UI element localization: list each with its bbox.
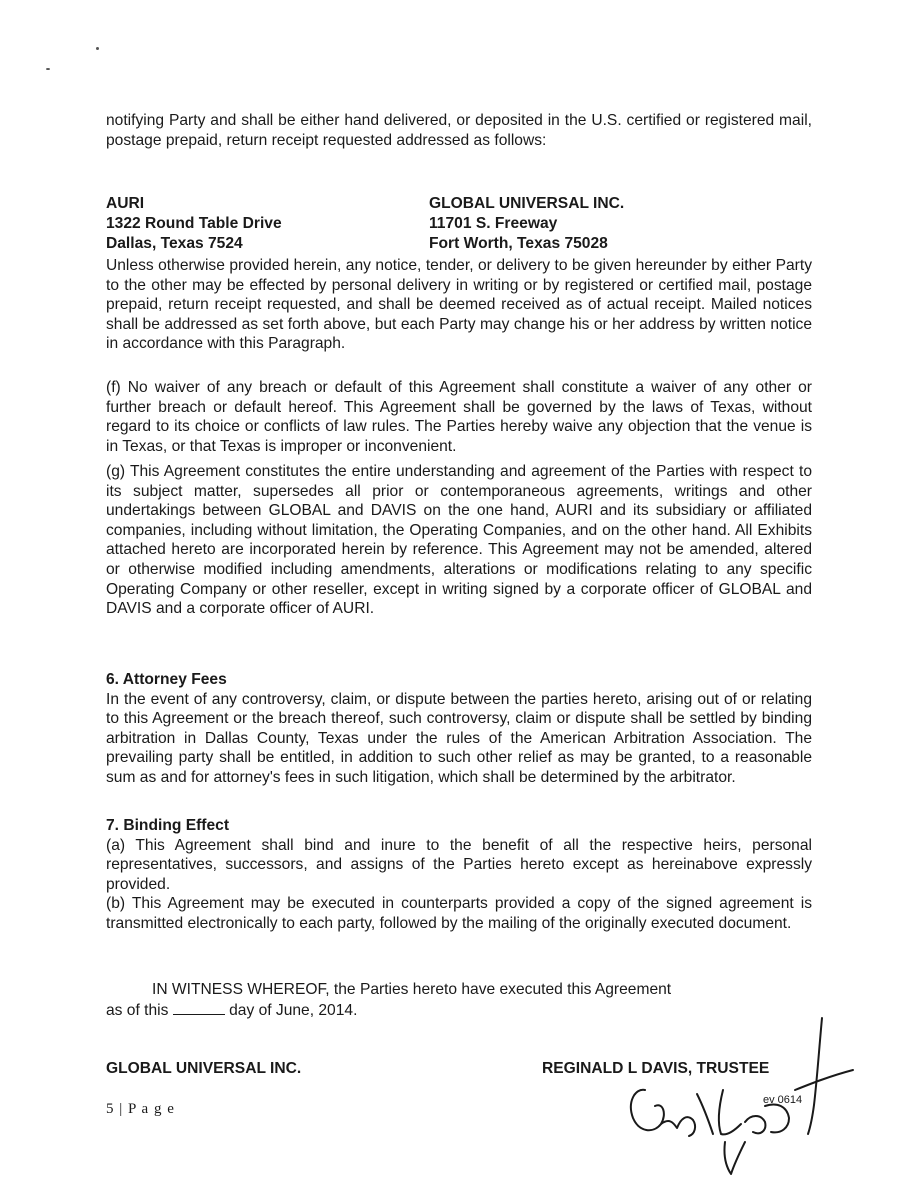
notice-paragraph: Unless otherwise provided herein, any notice, tender, or delivery to be given hereunder by either Party to the other may be effected by personal delivery in writing or by registered or certified mail, postage prepaid, return receipt requested, and shall be deemed received as of actual receipt. Mailed notices shall be addressed as set forth above, but each Party may change his or her address by written notice in accordance with this Paragraph. bbox=[106, 257, 812, 353]
revision-stamp: ev 0614 bbox=[763, 1094, 803, 1106]
address-left-city: Dallas, Texas 7524 bbox=[106, 235, 243, 252]
witness-line: IN WITNESS WHEREOF, the Parties hereto have executed this Agreement bbox=[152, 981, 672, 998]
day-blank bbox=[173, 1000, 225, 1015]
address-right-name: GLOBAL UNIVERSAL INC. bbox=[429, 195, 625, 212]
section-7-para-b: (b) This Agreement may be executed in counterparts provided a copy of the signed agreement is transmitted electronically to each party, followed by the mailing of the originally executed document. bbox=[106, 895, 812, 932]
address-right bbox=[429, 194, 624, 254]
handwritten-signature bbox=[605, 1010, 865, 1185]
signatory-left: GLOBAL UNIVERSAL INC. bbox=[106, 1060, 302, 1077]
intro-paragraph: notifying Party and shall be either hand delivered, or deposited in the U.S. certified or registered mail, postage prepaid, return receipt requested addressed as follows: bbox=[106, 112, 812, 149]
section-7-para-a: (a) This Agreement shall bind and inure to the benefit of all the respective heirs, personal representatives, successors, and assigns of the Parties hereto except as hereinabove expressly provided. bbox=[106, 836, 812, 893]
paragraph-g: (g) This Agreement constitutes the entire understanding and agreement of the Parties with respect to its subject matter, supersedes all prior or contemporaneous agreements, writings and other undertakings between GLOBAL and DAVIS on the one hand, AURI and its subsidiary or affiliated companies, including without limitation, the Operating Companies, and on the other hand. All Exhibits attached hereto are incorporated herein by reference. This Agreement may not be amended, altered or otherwise modified including amendments, alterations or modifications relating to any specific Operating Company or other reseller, except in writing signed by a corporate officer of GLOBAL and DAVIS and a corporate officer of AURI. bbox=[106, 463, 812, 618]
page-number: 5 | P a g e bbox=[106, 1101, 175, 1117]
address-left bbox=[106, 194, 282, 254]
paragraph-f: (f) No waiver of any breach or default of this Agreement shall constitute a waiver of any other or further breach or default hereof. This Agreement shall be governed by the laws of Texas, without regard to its choice or conflicts of law rules. The Parties hereby waive any objection that the venue is in Texas, or that Texas is improper or inconvenient. bbox=[106, 379, 812, 455]
scan-speck bbox=[96, 47, 99, 50]
scan-speck bbox=[46, 68, 50, 70]
address-right-street: 11701 S. Freeway bbox=[429, 215, 558, 232]
section-7 bbox=[106, 816, 812, 934]
address-left-street: 1322 Round Table Drive bbox=[106, 215, 282, 232]
witness-suffix: day of June, 2014. bbox=[229, 1001, 358, 1019]
signatory-right: REGINALD L DAVIS, TRUSTEE bbox=[542, 1060, 770, 1077]
section-6 bbox=[106, 670, 812, 788]
section-7-heading: 7. Binding Effect bbox=[106, 817, 230, 834]
section-6-heading: 6. Attorney Fees bbox=[106, 671, 227, 688]
address-left-name: AURI bbox=[106, 195, 145, 212]
witness-prefix: as of this bbox=[106, 1001, 169, 1019]
section-6-body: In the event of any controversy, claim, or dispute between the parties hereto, arising out of or relating to this Agreement or the breach thereof, such controversy, claim or dispute shall be settled by binding arbitration in Dallas County, Texas under the rules of the American Arbitration Association. The prevailing party shall be entitled, in addition to such other relief as may be granted, to a reasonable sum as and for attorney's fees in such litigation, which shall be determined by the arbitrator. bbox=[106, 690, 812, 786]
address-right-city: Fort Worth, Texas 75028 bbox=[429, 235, 608, 252]
